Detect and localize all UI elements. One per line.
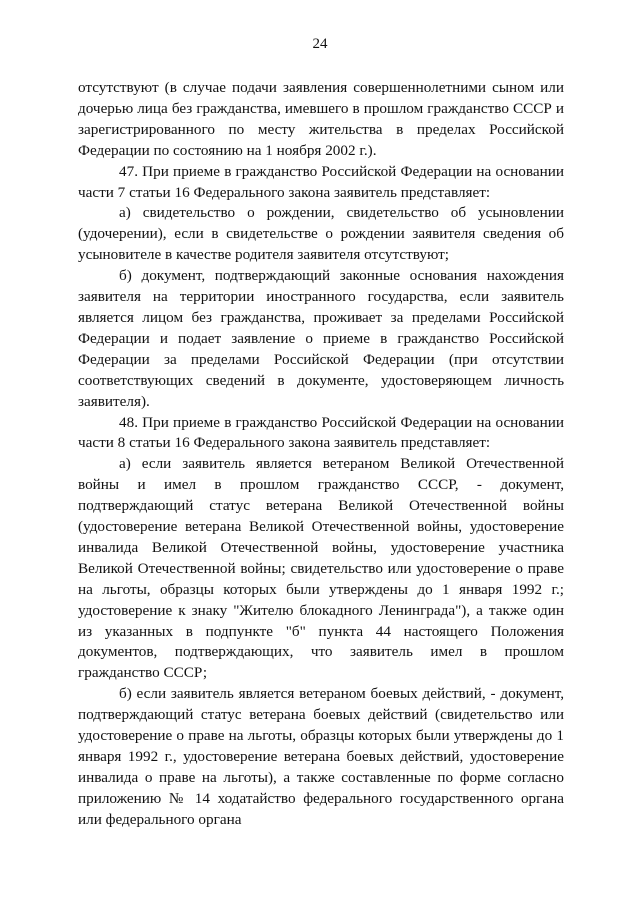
paragraph-item-47-a: а) свидетельство о рождении, свидетельство об усыновлении (удочерении), если в свидетельстве о рождении заявителя сведения об усыновителе в качестве родителя заявителя отсутствуют;	[78, 204, 564, 264]
paragraph-continuation: отсутствуют (в случае подачи заявления совершеннолетними сыном или дочерью лица без гражданства, имевшего в прошлом гражданство СССР и зарегистрированного по месту жительства в пределах Российской Федерации по состоянию на 1 ноября 2002 г.).	[78, 79, 564, 159]
page-number: 24	[312, 36, 328, 52]
paragraph-item-48-a: а) если заявитель является ветераном Великой Отечественной войны и имел в прошлом гражданство СССР, - документ, подтверждающий статус ветерана Великой Отечественной войны (удостоверение ветерана Великой Отечественной войны, удостоверение инвалида Великой Отечественной войны, удостоверение участника Великой Отечественной войны; свидетельство или удостоверение о праве на льготы, образцы которых были утверждены до 1 января 1992 г.; удостоверение к знаку "Жителю блокадного Ленинграда"), а также один из указанных в подпункте "б" пункта 44 настоящего Положения документов, подтверждающих, что заявитель имел в прошлом гражданство СССР;	[78, 455, 564, 682]
paragraph-item-47-b: б) документ, подтверждающий законные основания нахождения заявителя на территории иностранного государства, если заявитель является лицом без гражданства, проживает за пределами Российской Федерации и подает заявление о приеме в гражданство Российской Федерации за пределами Российской Федерации (при отсутствии соответствующих сведений в документе, удостоверяющем личность заявителя).	[78, 267, 564, 410]
paragraph-item-47: 47. При приеме в гражданство Российской Федерации на основании части 7 статьи 16 Федерального закона заявитель представляет:	[78, 162, 564, 201]
paragraph-item-48-b: б) если заявитель является ветераном боевых действий, - документ, подтверждающий статус ветерана боевых действий (свидетельство или удостоверение о праве на льготы, образцы которых были утверждены до 1 января 1992 г., удостоверение ветерана боевых действий, удостоверение инвалида о праве на льготы), а также составленные по форме согласно приложению № 14 ходатайство федерального государственного органа или федерального органа	[78, 685, 564, 828]
document-body	[78, 78, 564, 831]
paragraph-item-48: 48. При приеме в гражданство Российской Федерации на основании части 8 статьи 16 Федерального закона заявитель представляет:	[78, 413, 564, 452]
